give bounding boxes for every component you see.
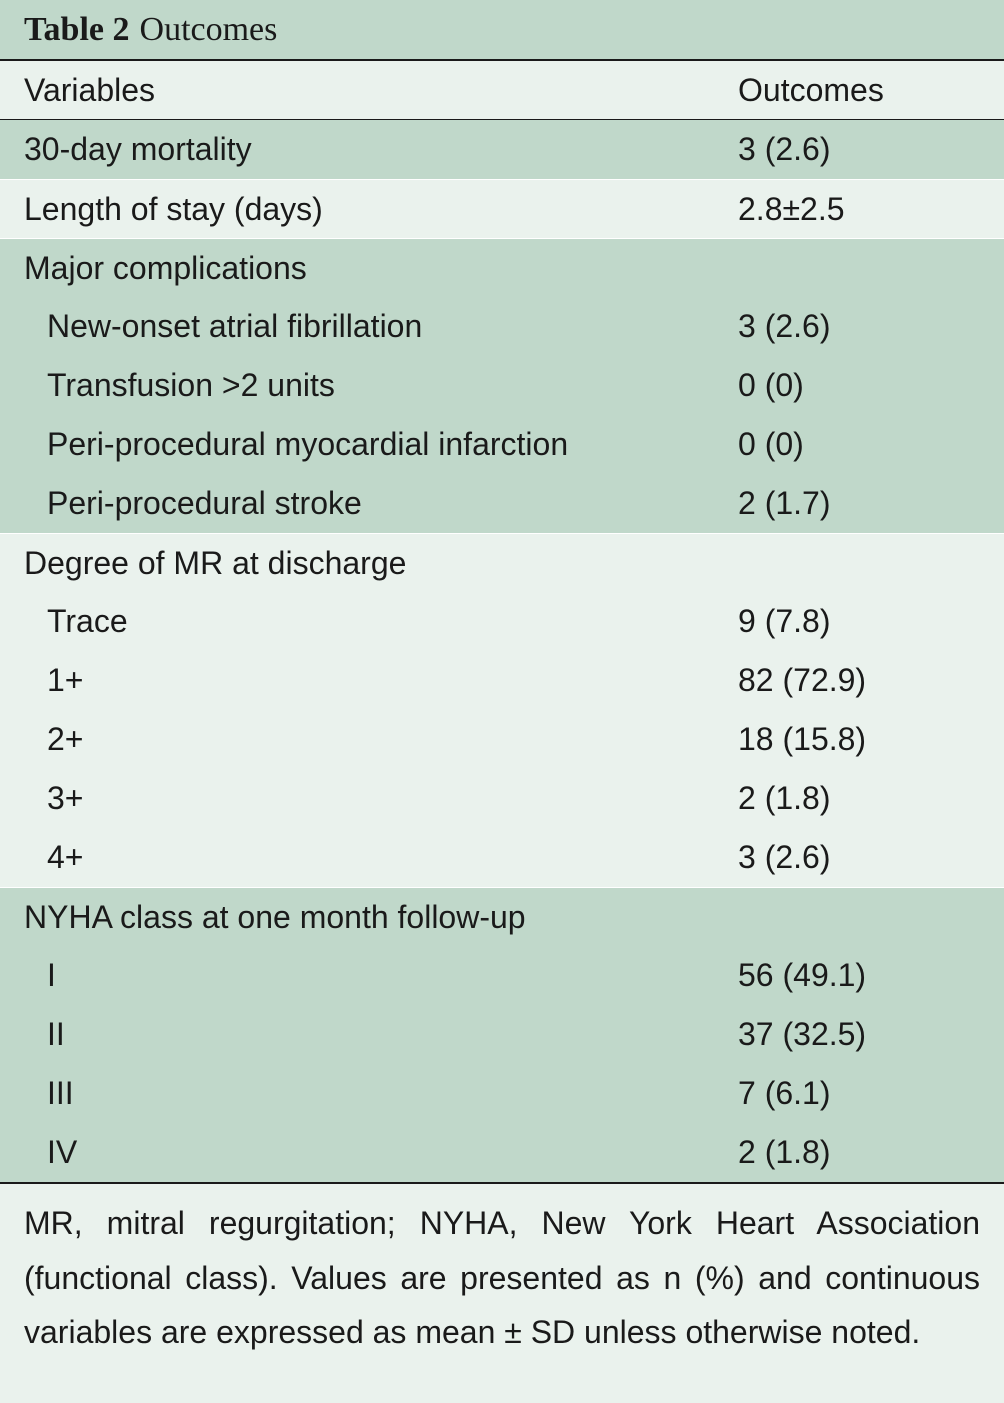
outcome-cell: 3 (2.6)	[738, 131, 831, 167]
table-row	[0, 651, 1004, 710]
row-group	[0, 179, 1004, 238]
table-row	[0, 533, 1004, 592]
table-title: Outcomes	[139, 10, 278, 48]
variable-cell: Major complications	[24, 249, 307, 286]
variable-cell: III	[47, 1075, 74, 1111]
outcome-cell: 56 (49.1)	[738, 957, 867, 993]
table-body	[0, 120, 1004, 1182]
table-row	[0, 946, 1004, 1005]
row-group	[0, 120, 1004, 179]
outcome-cell: 18 (15.8)	[738, 721, 867, 757]
table-row	[0, 1123, 1004, 1182]
row-group	[0, 887, 1004, 1182]
outcome-cell: 0 (0)	[738, 426, 804, 462]
column-header-variables: Variables	[24, 71, 156, 108]
row-group	[0, 533, 1004, 887]
variable-cell: 30-day mortality	[24, 131, 252, 167]
table-row	[0, 120, 1004, 179]
outcome-cell: 2.8±2.5	[738, 190, 845, 227]
outcome-cell: 2 (1.7)	[738, 485, 831, 521]
outcome-cell: 7 (6.1)	[738, 1075, 831, 1111]
variable-cell: NYHA class at one month follow-up	[24, 898, 526, 935]
outcome-cell: 82 (72.9)	[738, 662, 867, 698]
table-row	[0, 297, 1004, 356]
table-row	[0, 1005, 1004, 1064]
variable-cell: Degree of MR at discharge	[24, 544, 407, 581]
table-row	[0, 474, 1004, 533]
column-header-outcomes: Outcomes	[738, 71, 884, 108]
variable-cell: Trace	[47, 603, 128, 639]
outcome-cell: 2 (1.8)	[738, 780, 831, 816]
variable-cell: 1+	[47, 662, 84, 698]
table-row	[0, 828, 1004, 887]
outcome-cell: 37 (32.5)	[738, 1016, 867, 1052]
variable-cell: IV	[47, 1134, 78, 1170]
row-group	[0, 238, 1004, 533]
table-row	[0, 1064, 1004, 1123]
variable-cell: Length of stay (days)	[24, 190, 323, 227]
table-row	[0, 356, 1004, 415]
header-row	[0, 61, 1004, 119]
variable-cell: 3+	[47, 780, 84, 816]
table-caption	[0, 0, 1004, 59]
variable-cell: Peri-procedural myocardial infarction	[47, 426, 569, 462]
variable-cell: New-onset atrial fibrillation	[47, 308, 423, 344]
table-row	[0, 415, 1004, 474]
variable-cell: Peri-procedural stroke	[47, 485, 362, 521]
variable-cell: 4+	[47, 839, 84, 875]
table-row	[0, 179, 1004, 238]
outcome-cell: 2 (1.8)	[738, 1134, 831, 1170]
variable-cell: Transfusion >2 units	[47, 367, 335, 403]
table-row	[0, 887, 1004, 946]
variable-cell: I	[47, 957, 56, 993]
table-footnote: MR, mitral regurgitation; NYHA, New York Heart Association (functional class). Values are presented as n (%) and continuous variables are expressed as mean ± SD unless otherwise noted.	[0, 1184, 1004, 1360]
outcome-cell: 0 (0)	[738, 367, 804, 403]
variable-cell: 2+	[47, 721, 84, 757]
table-row	[0, 592, 1004, 651]
table-row	[0, 769, 1004, 828]
table-row	[0, 710, 1004, 769]
outcome-cell: 3 (2.6)	[738, 839, 831, 875]
outcome-cell: 3 (2.6)	[738, 308, 831, 344]
table-number: Table 2	[24, 10, 130, 48]
outcome-cell: 9 (7.8)	[738, 603, 831, 639]
table-row	[0, 238, 1004, 297]
variable-cell: II	[47, 1016, 65, 1052]
